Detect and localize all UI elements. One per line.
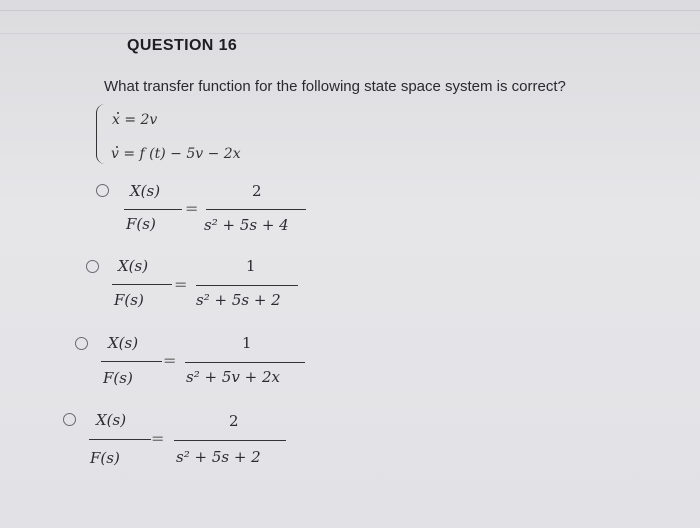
rhs-denominator: s² + 5v + 2x: [186, 368, 280, 386]
rhs-numerator: 1: [246, 257, 256, 275]
radio-button[interactable]: [96, 184, 109, 197]
radio-button[interactable]: [86, 260, 99, 273]
lhs-numerator: X(s): [96, 411, 127, 429]
equation-1: x = 2v: [112, 112, 158, 128]
lhs-denominator: F(s): [90, 449, 120, 467]
fraction-bar: [206, 209, 306, 210]
fraction-bar: [196, 285, 298, 286]
question-prompt: What transfer function for the following state space system is correct?: [104, 78, 566, 95]
fraction-bar: [89, 439, 151, 440]
equals-sign: =: [185, 199, 199, 218]
lhs-denominator: F(s): [126, 215, 156, 233]
rhs-numerator: 2: [229, 412, 239, 430]
rhs-denominator: s² + 5s + 4: [204, 216, 289, 234]
lhs-denominator: F(s): [103, 369, 133, 387]
system-brace: [96, 104, 105, 164]
header-divider: [0, 33, 700, 34]
radio-button[interactable]: [63, 413, 76, 426]
fraction-bar: [101, 361, 162, 362]
equals-sign: =: [151, 429, 165, 448]
fraction-bar: [185, 362, 305, 363]
rhs-numerator: 2: [252, 182, 262, 200]
fraction-bar: [124, 209, 182, 210]
lhs-numerator: X(s): [130, 182, 161, 200]
fraction-bar: [112, 284, 172, 285]
fraction-bar: [174, 440, 286, 441]
top-divider: [0, 10, 700, 11]
lhs-numerator: X(s): [118, 257, 149, 275]
radio-button[interactable]: [75, 337, 88, 350]
rhs-denominator: s² + 5s + 2: [196, 291, 281, 309]
rhs-denominator: s² + 5s + 2: [176, 448, 261, 466]
question-title: QUESTION 16: [127, 37, 238, 54]
equals-sign: =: [163, 351, 177, 370]
lhs-numerator: X(s): [108, 334, 139, 352]
equation-2: v = f (t) − 5v − 2x: [111, 146, 241, 162]
equals-sign: =: [174, 275, 188, 294]
rhs-numerator: 1: [242, 334, 252, 352]
lhs-denominator: F(s): [114, 291, 144, 309]
